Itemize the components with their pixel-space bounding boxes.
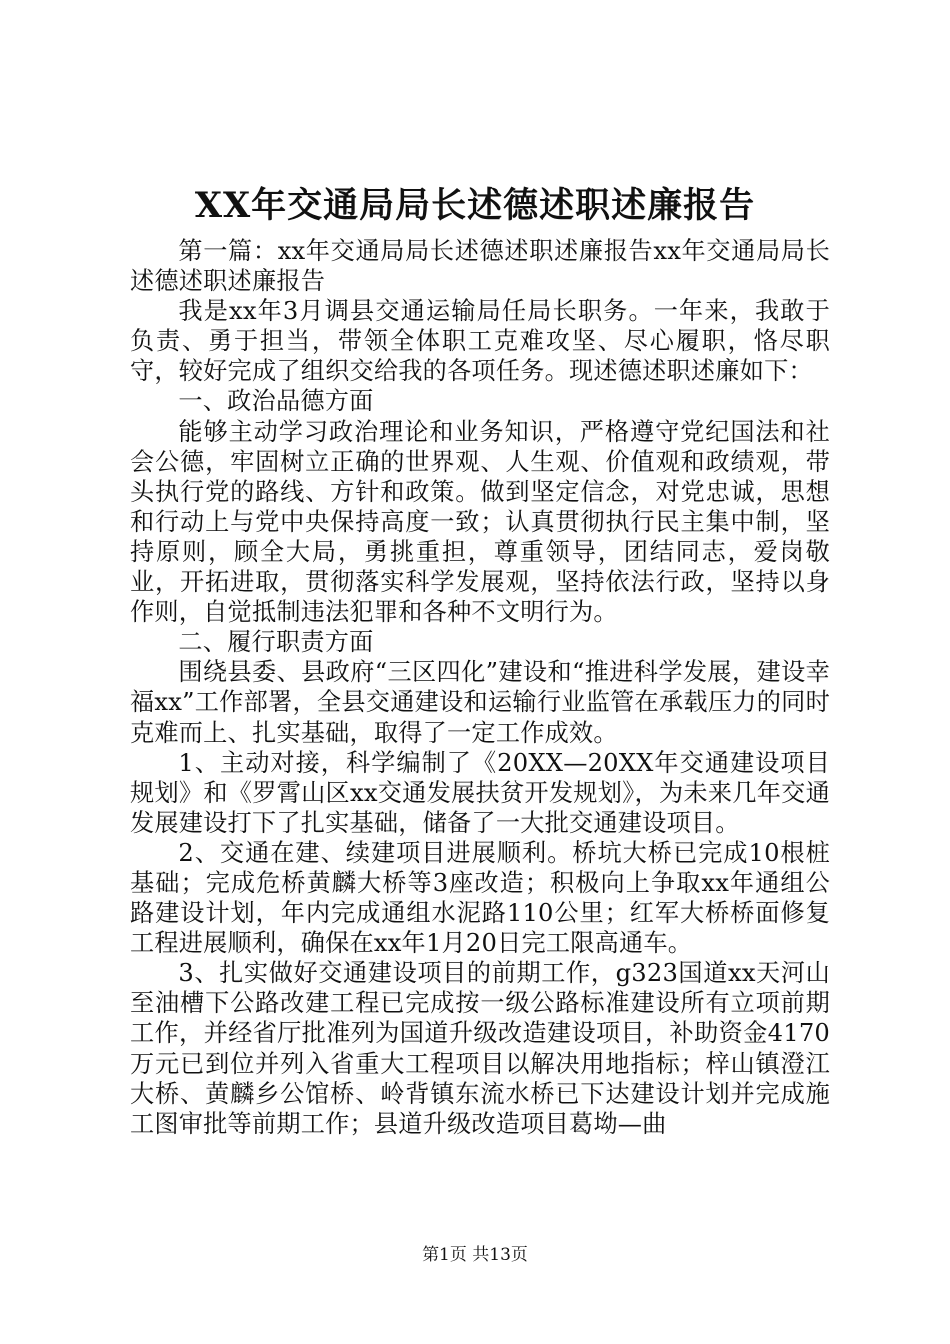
paragraph-item-2: 2、交通在建、续建项目进展顺利。桥坑大桥已完成10根桩基础；完成危桥黄麟大桥等3座改造；积极向上争取xx年通组公路建设计划，年内完成通组水泥路110公里；红军大桥桥面修复工程进展顺利，确保在xx年1月20日完工限高通车。 — [130, 838, 830, 958]
document-body — [130, 236, 830, 1139]
page-number-footer: 第1页 共13页 — [422, 1245, 528, 1265]
paragraph-intro-heading: 第一篇：xx年交通局局长述德述职述廉报告xx年交通局局长述德述职述廉报告 — [130, 237, 830, 296]
paragraph-opening: 我是xx年3月调县交通运输局任局长职务。一年来，我敢于负责、勇于担当，带领全体职工克难攻坚、尽心履职，恪尽职守，较好完成了组织交给我的各项任务。现述德述职述廉如下： — [130, 297, 830, 386]
section-heading-duties: 二、履行职责方面 — [178, 628, 374, 657]
paragraph-duties-overview: 围绕县委、县政府“三区四化”建设和“推进科学发展，建设幸福xx”工作部署，全县交通建设和运输行业监管在承载压力的同时克难而上、扎实基础，取得了一定工作成效。 — [130, 658, 830, 747]
document-title: XX年交通局局长述德述职述廉报告 — [194, 185, 756, 226]
paragraph-item-1: 1、主动对接，科学编制了《20XX—20XX年交通建设项目规划》和《罗霄山区xx交通发展扶贫开发规划》，为未来几年交通发展建设打下了扎实基础，储备了一大批交通建设项目。 — [130, 748, 830, 837]
section-heading-political: 一、政治品德方面 — [178, 387, 374, 416]
paragraph-political: 能够主动学习政治理论和业务知识，严格遵守党纪国法和社会公德，牢固树立正确的世界观、人生观、价值观和政绩观，带头执行党的路线、方针和政策。做到坚定信念，对党忠诚，思想和行动上与党中央保持高度一致；认真贯彻执行民主集中制，坚持原则，顾全大局，勇挑重担，尊重领导，团结同志，爱岗敬业，开拓进取，贯彻落实科学发展观，坚持依法行政，坚持以身作则，自觉抵制违法犯罪和各种不文明行为。 — [130, 417, 830, 627]
paragraph-item-3: 3、扎实做好交通建设项目的前期工作，g323国道xx天河山至油槽下公路改建工程已完成按一级公路标准建设所有立项前期工作，并经省厅批准列为国道升级改造建设项目，补助资金4170万元已到位并列入省重大工程项目以解决用地指标；梓山镇澄江大桥、黄麟乡公馆桥、岭背镇东流水桥已下达建设计划并完成施工图审批等前期工作；县道升级改造项目葛坳—曲 — [130, 959, 830, 1138]
